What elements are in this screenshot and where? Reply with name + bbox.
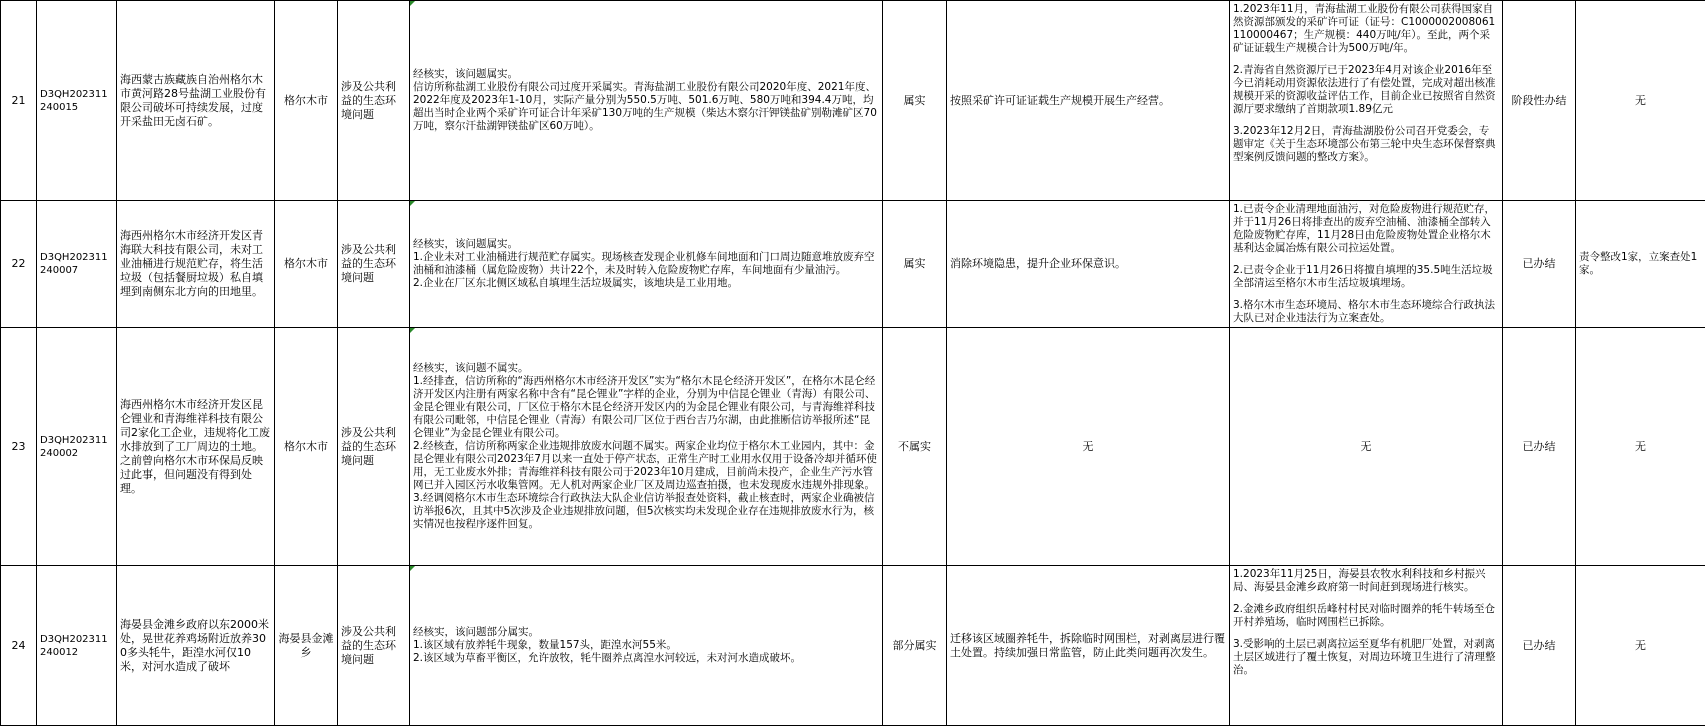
- progress-cell: [1230, 201, 1503, 328]
- findings-cell: [410, 201, 883, 328]
- progress-paragraph: 3.受影响的土层已剥离拉运至夏华有机肥厂处置，对剥离土层区域进行了覆土恢复，对周边环境卫生进行了清理整治。: [1233, 638, 1499, 677]
- findings-cell: [410, 1, 883, 201]
- findings-paragraph: 经核实，该问题不属实。: [413, 362, 879, 375]
- verdict-cell: 属实: [883, 1, 947, 201]
- findings-paragraph: 经核实，该问题属实。: [413, 68, 879, 81]
- progress-cell: [1230, 328, 1503, 566]
- measures-cell: 消除环境隐患，提升企业环保意识。: [947, 201, 1230, 328]
- category-cell: 涉及公共利益的生态环境问题: [338, 1, 410, 201]
- measures-cell: 无: [947, 328, 1230, 566]
- issue-cell: 海西蒙古族藏族自治州格尔木市黄河路28号盐湖工业股份有限公司破坏可持续发展，过度开采盐田无卤石矿。: [117, 1, 275, 201]
- status-cell: 已办结: [1503, 328, 1576, 566]
- accountability-cell: 无: [1576, 566, 1705, 726]
- issue-cell: 海晏县金滩乡政府以东2000米处，晃世花养鸡场附近放养300多头牦牛，距湟水河仅10米，对河水造成了破坏: [117, 566, 275, 726]
- findings-cell: [410, 566, 883, 726]
- findings-paragraph: 1.企业未对工业油桶进行规范贮存属实。现场核查发现企业机修车间地面和门口周边随意堆放废弃空油桶和油漆桶（属危险废物）共计22个，未及时转入危险废物贮存库，车间地面有少量油污。: [413, 251, 879, 277]
- accountability-cell: 无: [1576, 1, 1705, 201]
- case-code-cell: D3QH202311240012: [37, 566, 117, 726]
- progress-paragraph: 2.已责令企业于11月26日将擅自填埋的35.5吨生活垃圾全部清运至格尔木市生活垃圾填埋场。: [1233, 264, 1499, 290]
- district-cell: 海晏县金滩乡: [275, 566, 338, 726]
- findings-cell: [410, 328, 883, 566]
- accountability-cell: 无: [1576, 328, 1705, 566]
- paragraph-gap: [1233, 629, 1499, 638]
- progress-paragraph: 1.2023年11月25日，海晏县农牧水利科技和乡村振兴局、海晏县金滩乡政府第一时间赶到现场进行核实。: [1233, 568, 1499, 594]
- progress-paragraph: 2.金滩乡政府组织岳峰村村民对临时圈养的牦牛转场至仓开村养殖场，临时网围栏已拆除。: [1233, 603, 1499, 629]
- status-cell: 已办结: [1503, 201, 1576, 328]
- progress-paragraph: 1.2023年11月，青海盐湖工业股份有限公司获得国家自然资源部颁发的采矿许可证（证号：C1000002008061110000467；生产规模：440万吨/年）。至此，两个采矿证证载生产规模合计为500万吨/年。: [1233, 3, 1499, 55]
- progress-cell: [1230, 566, 1503, 726]
- findings-paragraph: 3.经调阅格尔木市生态环境综合行政执法大队企业信访举报查处资料，截止核查时，两家企业确被信访举报6次，且其中5次涉及企业违规排放问题，但5次核实均未发现企业存在违规排放废水行为，核实情况也按程序逐件回复。: [413, 492, 879, 531]
- paragraph-gap: [1233, 116, 1499, 125]
- accountability-cell: 责令整改1家，立案查处1家。: [1576, 201, 1705, 328]
- verdict-cell: 部分属实: [883, 566, 947, 726]
- case-code-cell: D3QH202311240015: [37, 1, 117, 201]
- findings-paragraph: 经核实，该问题属实。: [413, 238, 879, 251]
- paragraph-gap: [1233, 290, 1499, 299]
- table-body: [1, 1, 1705, 726]
- verdict-cell: 属实: [883, 201, 947, 328]
- findings-paragraph: 经核实，该问题部分属实。: [413, 626, 879, 639]
- measures-cell: 按照采矿许可证证载生产规模开展生产经营。: [947, 1, 1230, 201]
- issue-cell: 海西州格尔木市经济开发区昆仑锂业和青海维祥科技有限公司2家化工企业，违规将化工废水排放到了工厂周边的土地。之前曾向格尔木市环保局反映过此事，但问题没有得到处理。: [117, 328, 275, 566]
- progress-paragraph: 3.格尔木市生态环境局、格尔木市生态环境综合行政执法大队已对企业违法行为立案查处。: [1233, 299, 1499, 325]
- progress-paragraph: 1.已责令企业清理地面油污，对危险废物进行规范贮存，并于11月26日将排查出的废弃空油桶、油漆桶全部转入危险废物贮存库，11月28日由危险废物处置企业格尔木基利达金属冶炼有限公司拉运处置。: [1233, 203, 1499, 255]
- status-cell: 已办结: [1503, 566, 1576, 726]
- findings-paragraph: 1.该区域有放养牦牛现象，数量157头，距湟水河55米。: [413, 639, 879, 652]
- findings-paragraph: 1.经排查，信访所称的“海西州格尔木市经济开发区”实为“格尔木昆仑经济开发区”，在格尔木昆仑经济开发区内注册有两家名称中含有“昆仑锂业”字样的企业，分别为中信昆仑锂业（青海）有限公司、金昆仑锂业有限公司，厂区位于格尔木昆仑经济开发区内的为金昆仑锂业有限公司，与青海维祥科技有限公司毗邻，中信昆仑锂业（青海）有限公司厂区位于西台吉乃尔湖，由此推断信访举报所述“昆仑锂业”为金昆仑锂业有限公司。: [413, 375, 879, 440]
- findings-paragraph: 2.经核查，信访所称两家企业违规排放废水问题不属实。两家企业均位于格尔木工业园内，其中：金昆仑锂业有限公司2023年7月以来一直处于停产状态，正常生产时工业用水仅用于设备冷却并循环使用，无工业废水外排；青海维祥科技有限公司于2023年10月建成，目前尚未投产，企业生产污水管网已并入园区污水收集管网。无人机对两家企业厂区及周边巡查拍摄，也未发现废水违规外排现象。: [413, 440, 879, 492]
- issue-cell: 海西州格尔木市经济开发区青海联大科技有限公司，未对工业油桶进行规范贮存，将生活垃圾（包括餐厨垃圾）私自填埋到南侧东北方向的田地里。: [117, 201, 275, 328]
- table-row: [1, 566, 1705, 726]
- findings-paragraph: 2.该区域为草畜平衡区，允许放牧，牦牛圈养点离湟水河较远，未对河水造成破坏。: [413, 652, 879, 665]
- case-code-cell: D3QH202311240007: [37, 201, 117, 328]
- row-number-cell: 24: [1, 566, 37, 726]
- category-cell: 涉及公共利益的生态环境问题: [338, 328, 410, 566]
- progress-paragraph: 2.青海省自然资源厅已于2023年4月对该企业2016年至今已消耗动用资源依法进行了有偿处置，完成对超出核准规模开采的资源收益评估工作，目前企业已按照省自然资源厅要求缴纳了首期款项1.89亿元: [1233, 64, 1499, 116]
- paragraph-gap: [1233, 55, 1499, 64]
- verdict-cell: 不属实: [883, 328, 947, 566]
- paragraph-gap: [1233, 594, 1499, 603]
- row-number-cell: 23: [1, 328, 37, 566]
- row-number-cell: 21: [1, 1, 37, 201]
- table-row: [1, 1, 1705, 201]
- district-cell: 格尔木市: [275, 328, 338, 566]
- progress-paragraph: 无: [1233, 440, 1499, 454]
- case-code-cell: D3QH202311240002: [37, 328, 117, 566]
- district-cell: 格尔木市: [275, 1, 338, 201]
- row-number-cell: 22: [1, 201, 37, 328]
- paragraph-gap: [1233, 255, 1499, 264]
- category-cell: 涉及公共利益的生态环境问题: [338, 566, 410, 726]
- status-cell: 阶段性办结: [1503, 1, 1576, 201]
- findings-paragraph: 信访所称盐湖工业股份有限公司过度开采属实。青海盐湖工业股份有限公司2020年度、2021年度、2022年度及2023年1-10月，实际产量分别为550.5万吨、501.6万吨、580万吨和394.4万吨，均超出当时企业两个采矿许可证合计年采矿130万吨的生产规模（柴达木察尔汗钾镁盐矿别勒滩矿区70万吨，察尔汗盐湖钾镁盐矿区60万吨）。: [413, 81, 879, 133]
- table-row: [1, 201, 1705, 328]
- findings-paragraph: 2.企业在厂区东北侧区域私自填埋生活垃圾属实，该地块是工业用地。: [413, 277, 879, 290]
- district-cell: 格尔木市: [275, 201, 338, 328]
- table-row: [1, 328, 1705, 566]
- category-cell: 涉及公共利益的生态环境问题: [338, 201, 410, 328]
- progress-cell: [1230, 1, 1503, 201]
- measures-cell: 迁移该区域圈养牦牛，拆除临时网围栏，对剥离层进行覆土处置。持续加强日常监管，防止此类问题再次发生。: [947, 566, 1230, 726]
- progress-paragraph: 3.2023年12月2日，青海盐湖股份公司召开党委会，专题审定《关于生态环境部公布第三轮中央生态环保督察典型案例反馈问题的整改方案》。: [1233, 125, 1499, 164]
